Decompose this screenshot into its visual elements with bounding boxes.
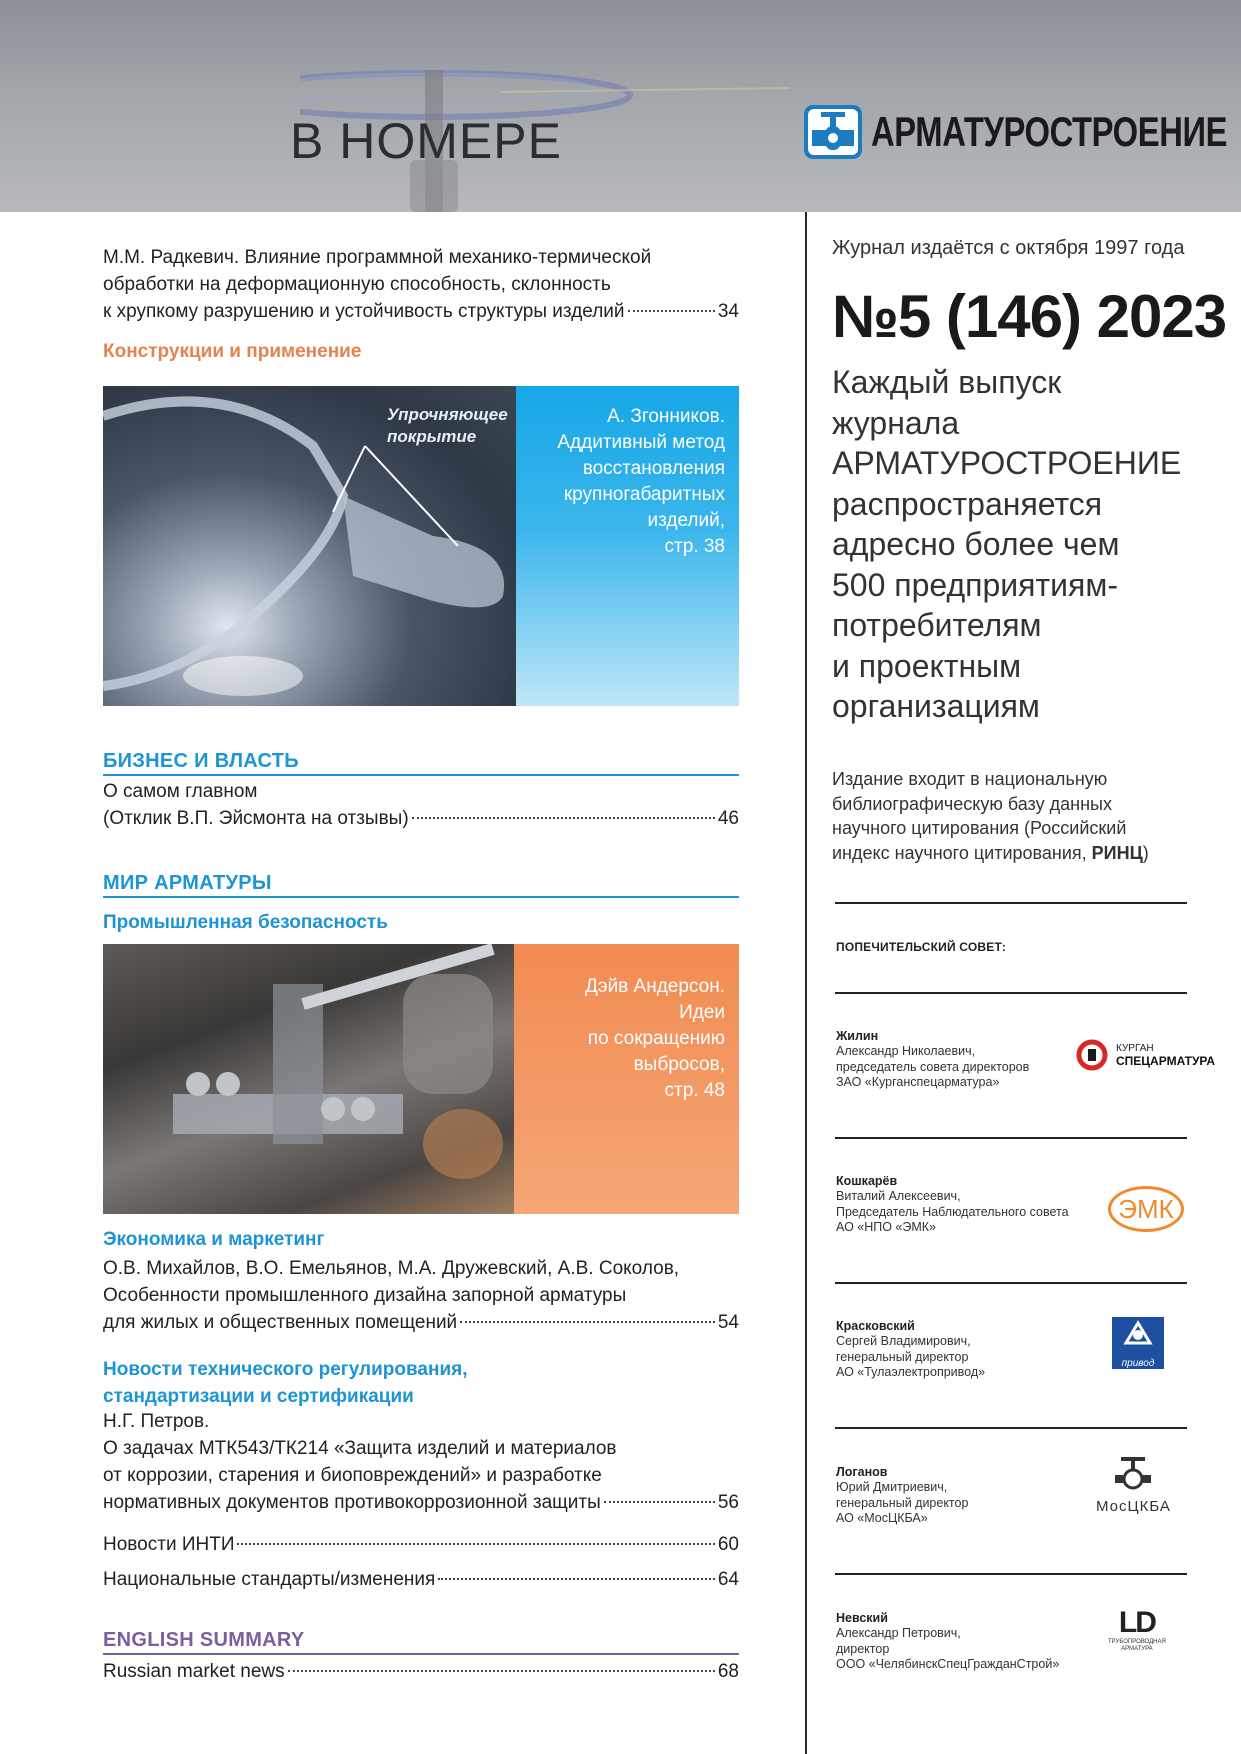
logo-text: АРМАТУРОСТРОЕНИЕ	[871, 108, 1228, 155]
mosckba-logo-text: МосЦКБА	[1096, 1498, 1171, 1515]
council-member-loganov	[836, 1465, 1196, 1527]
valve-handwheel-image	[300, 0, 820, 212]
toc-entry-line: для жилых и общественных помещений	[103, 1312, 458, 1333]
divider-line	[835, 902, 1187, 904]
page-number: 64	[717, 1569, 739, 1590]
column-divider	[805, 212, 807, 1754]
promo-line: АРМАТУРОСТРОЕНИЕ	[832, 445, 1182, 481]
promo-line: 500 предприятиям-	[832, 566, 1119, 603]
toc-entry-petrov[interactable]	[103, 1408, 739, 1516]
ld-logo-sub2: АРМАТУРА	[1121, 1646, 1153, 1652]
promo-line: адресно более чем	[832, 526, 1120, 562]
council-member-koshkarev	[836, 1174, 1196, 1236]
distribution-promo	[832, 362, 1192, 727]
divider-line	[835, 1427, 1187, 1429]
subsection-line: Новости технического регулирования,	[103, 1359, 468, 1380]
page-number: 60	[717, 1534, 739, 1555]
rinc-label: РИНЦ	[1091, 842, 1143, 863]
caption-line: А. Згонников.	[607, 406, 725, 427]
kurgan-logo-line2: СПЕЦАРМАТУРА	[1116, 1054, 1216, 1068]
feature-caption	[516, 386, 739, 706]
mosckba-emblem-icon	[1113, 1455, 1153, 1493]
caption-line: изделий,	[647, 510, 725, 531]
toc-entry-inti[interactable]	[103, 1531, 739, 1558]
member-description: Александр Петрович, директор ООО «ЧелябинскСпецГражданСтрой»	[836, 1626, 1060, 1671]
caption-line: по сокращению	[587, 1028, 725, 1049]
privod-emblem-icon	[1112, 1317, 1164, 1353]
ld-logo	[1108, 1607, 1166, 1653]
toc-entry-line: нормативных документов противокоррозионной защиты	[103, 1492, 601, 1513]
valve-assembly-illustration	[103, 944, 514, 1214]
caption-line: стр. 48	[664, 1080, 725, 1101]
toc-entry-line: Н.Г. Петров.	[103, 1411, 210, 1432]
toc-entry-radkevich[interactable]	[103, 244, 739, 325]
toc-entry-eismont[interactable]	[103, 778, 739, 832]
caption-line: Аддитивный метод	[557, 432, 725, 453]
dot-leader	[237, 1543, 714, 1545]
subsection-economics: Экономика и маркетинг	[103, 1229, 325, 1250]
mosckba-logo	[1096, 1455, 1171, 1515]
toc-entry-line: Особенности промышленного дизайна запорной арматуры	[103, 1285, 627, 1306]
divider-line	[835, 1573, 1187, 1575]
caption-line: восстановления	[582, 458, 725, 479]
feature-anderson[interactable]	[103, 944, 739, 1214]
member-name: Невский	[836, 1611, 888, 1625]
dot-leader	[438, 1578, 715, 1580]
dot-leader	[460, 1321, 715, 1323]
privod-logo-text: привод	[1121, 1358, 1155, 1369]
kurgan-logo	[1076, 1039, 1215, 1071]
rinc-index-note	[832, 767, 1172, 865]
header-banner	[0, 0, 1241, 212]
dot-leader	[604, 1501, 715, 1503]
council-member-zhilin	[836, 1029, 1216, 1091]
toc-entry-line: Russian market news	[103, 1661, 285, 1682]
member-description: Александр Николаевич, председатель совета директоров ЗАО «Курганспецарматура»	[836, 1044, 1030, 1089]
publication-since: Журнал издаётся с октября 1997 года	[832, 237, 1185, 259]
page-title: В НОМЕРЕ	[290, 113, 562, 169]
section-english-summary: ENGLISH SUMMARY	[103, 1629, 739, 1655]
ld-logo-text: LD	[1118, 1606, 1155, 1639]
promo-line: журнала	[832, 404, 960, 441]
member-description: Юрий Дмитриевич, генеральный директор АО «МосЦКБА»	[836, 1480, 969, 1525]
toc-entry-line: М.М. Радкевич. Влияние программной механико-термической	[103, 247, 652, 268]
privod-logo	[1112, 1317, 1164, 1369]
feature-photo-coating	[103, 386, 516, 706]
caption-line: Дэйв Андерсон.	[585, 976, 725, 997]
toc-entry-line: О самом главном	[103, 781, 258, 802]
member-name: Кошкарёв	[836, 1174, 898, 1188]
divider-line	[835, 1137, 1187, 1139]
member-name: Жилин	[836, 1029, 879, 1043]
subsection-line: стандартизации и сертификации	[103, 1386, 414, 1407]
caption-line: выбросов,	[633, 1054, 725, 1075]
page-number: 54	[717, 1312, 739, 1333]
toc-entry-line: от коррозии, старения и биоповреждений» и разработке	[103, 1465, 602, 1486]
issue-number: №5 (146) 2023	[832, 283, 1227, 350]
divider-line	[835, 992, 1187, 994]
promo-line: Каждый выпуск	[832, 364, 1062, 400]
subsection-tech-regulation	[103, 1356, 468, 1410]
toc-entry-line: обработки на деформационную способность, склонность	[103, 274, 611, 295]
kurgan-logo-line1: КУРГАН	[1116, 1043, 1154, 1054]
member-name: Красковский	[836, 1319, 915, 1333]
page-number: 56	[717, 1492, 739, 1513]
toc-entry-line: О.В. Михайлов, В.О. Емельянов, М.А. Дружевский, А.В. Соколов,	[103, 1258, 680, 1279]
section-valve-world: МИР АРМАТУРЫ	[103, 872, 739, 898]
toc-entry-line: к хрупкому разрушению и устойчивость структуры изделий	[103, 301, 625, 322]
toc-entry-line: Национальные стандарты/изменения	[103, 1569, 436, 1590]
council-member-nevsky	[836, 1606, 1196, 1673]
council-title: ПОПЕЧИТЕЛЬСКИЙ СОВЕТ:	[836, 940, 1007, 954]
dot-leader	[288, 1670, 715, 1672]
feature-photo-valves	[103, 944, 514, 1214]
feature-zgonnikov[interactable]	[103, 386, 739, 706]
subsection-industrial-safety: Промышленная безопасность	[103, 912, 388, 933]
valve-logo-icon	[803, 104, 863, 160]
page-number: 68	[717, 1661, 739, 1682]
member-name: Логанов	[836, 1465, 888, 1479]
toc-entry-standards[interactable]	[103, 1566, 739, 1593]
index-close: )	[1142, 842, 1149, 863]
index-text: Издание входит в национальную библиографическую базу данных научного цитирования (Российский индекс научного цитирования,	[832, 769, 1127, 863]
member-description: Виталий Алексеевич, Председатель Наблюдательного совета АО «НПО «ЭМК»	[836, 1189, 1069, 1234]
promo-line: и проектным	[832, 647, 1022, 684]
ld-logo-sub1: ТРУБОПРОВОДНАЯ	[1108, 1639, 1166, 1645]
member-description: Сергей Владимирович, генеральный директор АО «Тулаэлектропривод»	[836, 1334, 986, 1379]
caption-line: стр. 38	[664, 536, 725, 557]
toc-entry-line: О задачах МТК543/ТК214 «Защита изделий и материалов	[103, 1438, 617, 1459]
promo-line: организациям	[832, 688, 1040, 724]
dot-leader	[412, 817, 715, 819]
toc-entry-design[interactable]	[103, 1255, 739, 1336]
toc-entry-line: Новости ИНТИ	[103, 1534, 235, 1555]
page-number: 34	[717, 301, 739, 322]
promo-line: распространяется	[832, 485, 1103, 522]
feature-caption	[514, 944, 739, 1214]
caption-line: Идеи	[679, 1002, 725, 1023]
section-business-power: БИЗНЕС И ВЛАСТЬ	[103, 750, 739, 776]
magazine-logo	[803, 104, 1241, 160]
divider-line	[835, 1282, 1187, 1284]
council-member-kraskovsky	[836, 1319, 1196, 1381]
coating-label: Упрочняющее покрытие	[387, 405, 508, 446]
kurgan-emblem-icon	[1076, 1039, 1112, 1071]
emk-logo: ЭМК	[1108, 1186, 1184, 1232]
page-number: 46	[717, 808, 739, 829]
toc-entry-line: (Отклик В.П. Эйсмонта на отзывы)	[103, 808, 409, 829]
caption-line: крупногабаритных	[563, 484, 725, 505]
toc-entry-russian-market[interactable]	[103, 1658, 739, 1685]
section-constructions: Конструкции и применение	[103, 341, 362, 362]
dot-leader	[628, 310, 715, 312]
promo-line: потребителям	[832, 607, 1042, 643]
